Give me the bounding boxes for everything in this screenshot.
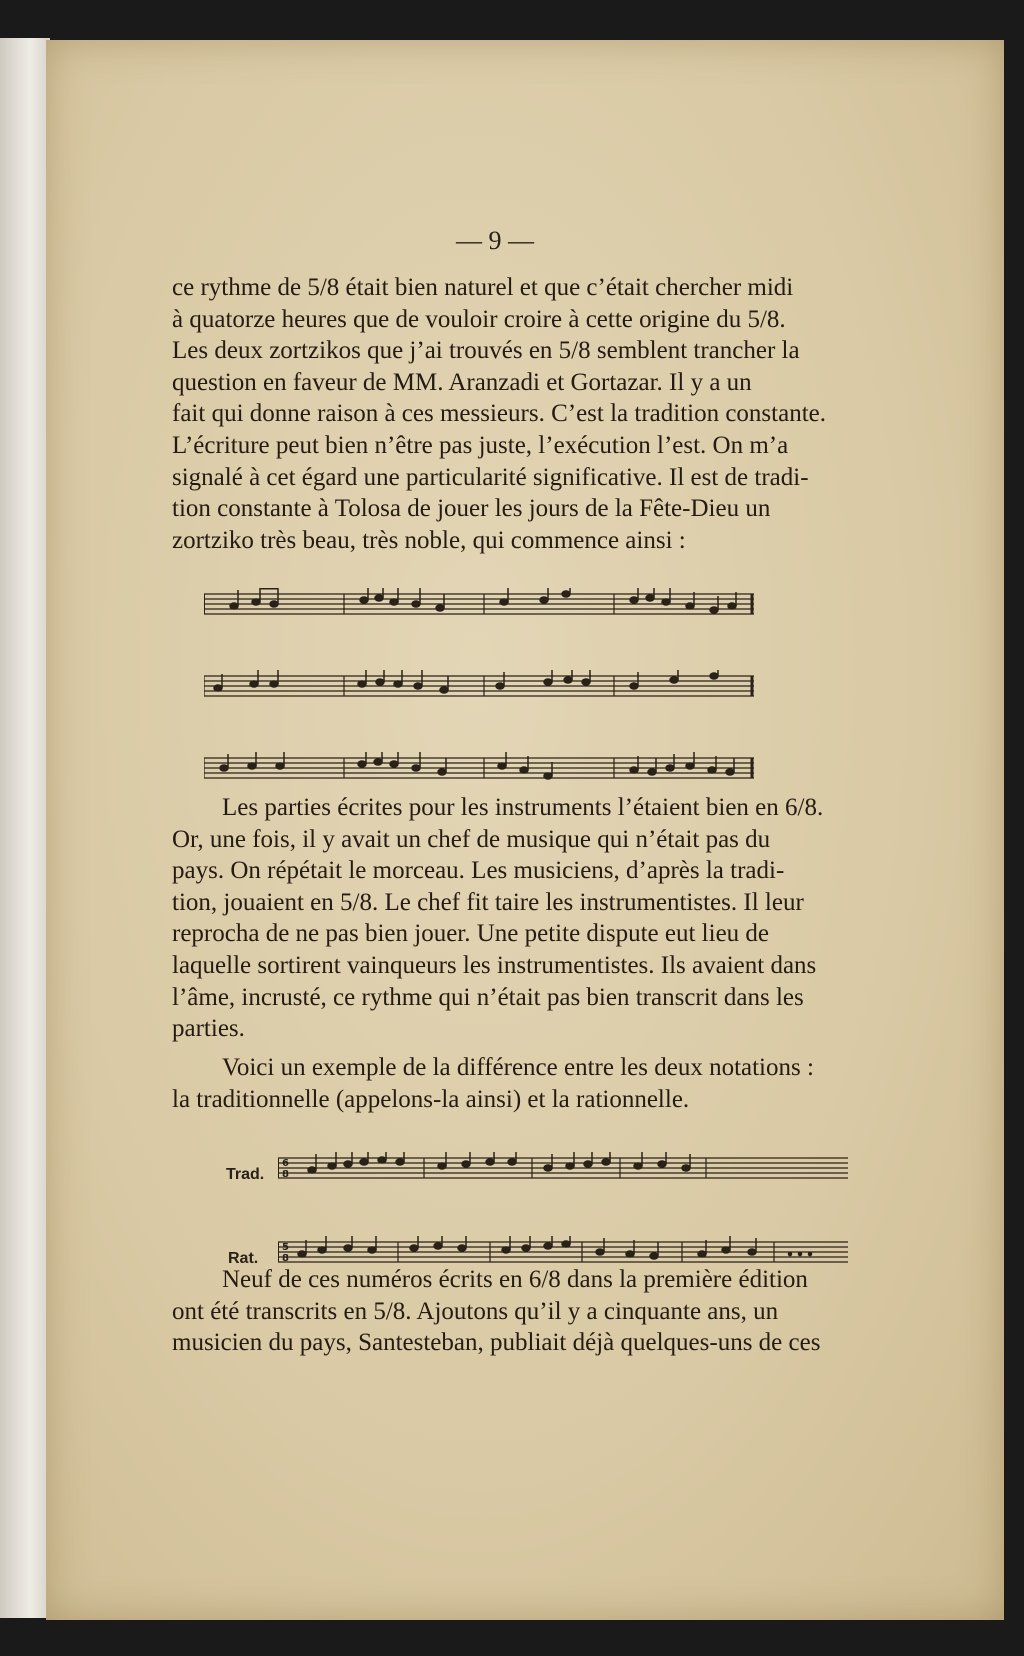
time-signature-bottom: 8 xyxy=(282,1169,289,1180)
text-line: laquelle sortirent vainqueurs les instrumentistes. Ils avaient dans xyxy=(172,951,817,979)
text-line: Voici un exemple de la différence entre les deux notations : xyxy=(222,1054,814,1081)
text-line: fait qui donne raison à ces messieurs. C’est la tradition constante. xyxy=(172,400,826,428)
text-line: à quatorze heures que de vouloir croire à cette origine du 5/8. xyxy=(172,305,786,333)
music-staff-rat xyxy=(278,1236,848,1266)
paragraph-3 xyxy=(172,1052,864,1115)
time-signature-bottom: 8 xyxy=(282,1253,289,1264)
staff-notation-graphic xyxy=(204,670,754,700)
text-line: parties. xyxy=(172,1015,245,1043)
trad-label: Trad. xyxy=(226,1166,265,1183)
text-line: l’âme, incrusté, ce rythme qui n’était pas bien transcrit dans les xyxy=(172,983,804,1011)
paragraph-4 xyxy=(172,1264,864,1359)
music-staff-1 xyxy=(204,588,754,618)
paragraph-2 xyxy=(172,792,864,1045)
text-line: Neuf de ces numéros écrits en 6/8 dans la première édition xyxy=(222,1266,808,1293)
staff-notation-graphic xyxy=(278,1152,848,1182)
time-signature-top: 5 xyxy=(282,1242,289,1253)
text-line: zortziko très beau, très noble, qui commence ainsi : xyxy=(172,526,686,554)
staff-notation-graphic xyxy=(278,1236,848,1266)
staff-notation-graphic xyxy=(204,752,754,782)
text-line: ce rythme de 5/8 était bien naturel et que c’était chercher midi xyxy=(172,274,794,301)
text-line: tion, jouaient en 5/8. Le chef fit taire les instrumentistes. Il leur xyxy=(172,888,804,916)
text-line: musicien du pays, Santesteban, publiait déjà quelques-uns de ces xyxy=(172,1329,821,1357)
paragraph-1 xyxy=(172,272,864,556)
text-line: ont été transcrits en 5/8. Ajoutons qu’il y a cinquante ans, un xyxy=(172,1297,779,1325)
text-line: reprocha de ne pas bien jouer. Une petite dispute eut lieu de xyxy=(172,920,770,948)
staff-notation-graphic xyxy=(204,588,754,618)
text-line: Les parties écrites pour les instruments l’étaient bien en 6/8. xyxy=(222,794,824,821)
music-staff-2 xyxy=(204,670,754,700)
rat-label: Rat. xyxy=(228,1250,259,1267)
text-line: signalé à cet égard une particularité significative. Il est de tradi- xyxy=(172,463,809,491)
text-line: L’écriture peut bien n’être pas juste, l’exécution l’est. On m’a xyxy=(172,431,789,459)
text-line: pays. On répétait le morceau. Les musiciens, d’après la tradi- xyxy=(172,857,785,885)
text-line: Or, une fois, il y avait un chef de musique qui n’était pas du xyxy=(172,825,771,853)
music-staff-3 xyxy=(204,752,754,782)
text-line: Les deux zortzikos que j’ai trouvés en 5/8 semblent trancher la xyxy=(172,337,800,365)
text-line: tion constante à Tolosa de jouer les jours de la Fête-Dieu un xyxy=(172,495,771,523)
book-page xyxy=(46,40,1004,1620)
time-signature-top: 6 xyxy=(282,1158,289,1169)
text-line: la traditionnelle (appelons-la ainsi) et la rationnelle. xyxy=(172,1085,690,1113)
adjacent-page-edge xyxy=(0,38,50,1618)
page-number: — 9 — xyxy=(456,226,534,255)
music-staff-trad xyxy=(278,1152,848,1182)
text-line: question en faveur de MM. Aranzadi et Gortazar. Il y a un xyxy=(172,368,752,396)
